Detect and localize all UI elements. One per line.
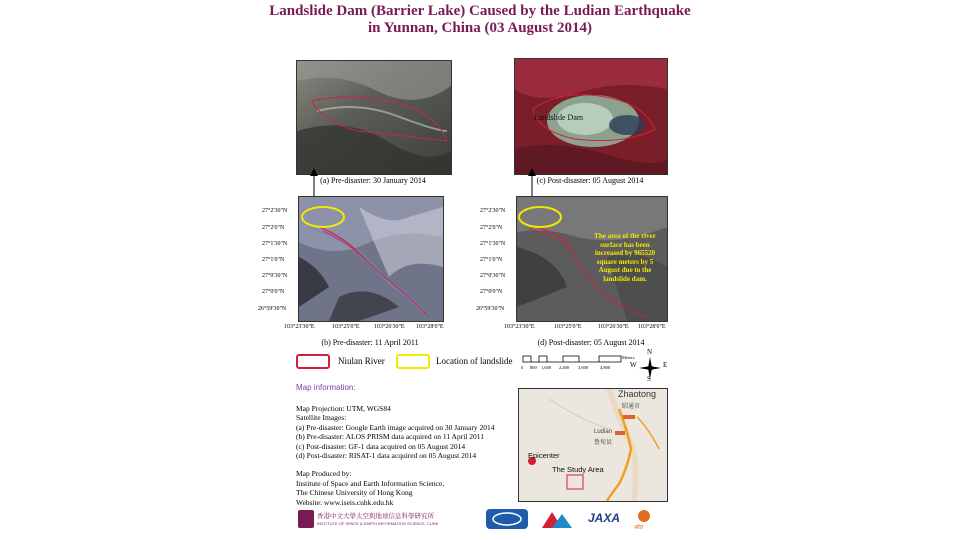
scale-tick: 800	[530, 365, 537, 370]
lat-tick-b: 27°0'30"N	[262, 273, 288, 279]
lon-tick-d: 103°23'30"E	[504, 324, 535, 330]
landslide-ellipse-b	[300, 204, 348, 230]
scale-tick: 4,800	[600, 365, 611, 370]
panel-c-caption: (c) Post-disaster: 05 August 2014	[536, 176, 644, 185]
locator-zhaotong-cn: 昭通市	[622, 404, 641, 410]
map-info-block	[296, 404, 516, 507]
legend-river-swatch	[296, 354, 330, 369]
page-title-line1: Landslide Dam (Barrier Lake) Caused by the Ludian Earthquake	[269, 3, 691, 19]
lat-tick-d: 27°1'0"N	[480, 257, 503, 263]
lon-tick-b: 103°25'0"E	[332, 324, 360, 330]
cuhk-logo	[298, 510, 314, 528]
satellite-image-c: (c) Post-disaster: GF-1 data acquired on 05 August 2014	[296, 441, 466, 451]
locator-study-area: The Study Area	[552, 465, 604, 474]
locator-ludian-cn: 鲁甸县	[594, 440, 613, 446]
satellite-heading: Satellite Images:	[296, 413, 347, 423]
scale-tick: 0	[521, 365, 524, 370]
lon-tick-b: 103°23'30"E	[284, 324, 315, 330]
produced-by: Map Produced by:	[296, 469, 352, 479]
cuhk-logo-text-en: INSTITUTE OF SPACE & EARTH INFORMATION SCIENCE, CUHK	[317, 521, 439, 526]
satellite-image-d: (d) Post-disaster: RISAT-1 data acquired on 05 August 2014	[296, 451, 477, 461]
map-projection: Map Projection: UTM, WGS84	[296, 404, 391, 413]
partner-logo-1	[486, 509, 528, 529]
locator-map	[518, 388, 668, 502]
lat-tick-b: 26°59'30"N	[258, 306, 287, 312]
lat-tick-d: 27°0'30"N	[480, 273, 506, 279]
scale-bar	[522, 354, 624, 364]
scale-tick: 2,400	[559, 365, 570, 370]
compass-s: S	[647, 375, 651, 383]
website: Website: www.iseis.cuhk.edu.hk	[296, 497, 394, 507]
lat-tick-b: 27°1'0"N	[262, 257, 285, 263]
panel-b-caption: (b) Pre-disaster: 11 April 2011	[321, 338, 419, 347]
scale-tick: 1,600	[541, 365, 552, 370]
panel-a-caption: (a) Pre-disaster: 30 January 2014	[320, 176, 426, 185]
lat-tick-d: 27°1'30"N	[480, 241, 506, 247]
scale-tick: 3,600	[578, 365, 589, 370]
partner-logo-4-text: श्रोत	[634, 525, 644, 531]
compass-w: W	[630, 361, 637, 369]
satellite-image-b: (b) Pre-disaster: ALOS PRISM data acquired on 11 April 2011	[296, 432, 484, 442]
river-area-annotation: The area of the river surface has been increased by 965520 square meters by 5 August due to the landslide dam.	[594, 232, 656, 283]
compass-e: E	[663, 361, 668, 369]
page-title-line2: in Yunnan, China (03 August 2014)	[368, 20, 592, 36]
lon-tick-d: 103°28'0"E	[638, 324, 666, 330]
landslide-dam-label: Landslide Dam	[534, 113, 584, 122]
lon-tick-d: 103°26'30"E	[598, 324, 629, 330]
lat-tick-b: 27°2'0"N	[262, 225, 285, 231]
partner-logo-4	[636, 508, 652, 524]
locator-epicenter: Epicenter	[528, 451, 560, 460]
legend-landslide-swatch	[396, 354, 430, 369]
lat-tick-d: 27°2'0"N	[480, 225, 503, 231]
satellite-image-a: (a) Pre-disaster: Google Earth image acquired on 30 January 2014	[296, 422, 495, 432]
compass-n: N	[647, 348, 653, 356]
panel-a-image	[296, 60, 452, 175]
locator-zhaotong: Zhaotong	[618, 389, 657, 399]
lat-tick-d: 27°0'0"N	[480, 289, 503, 295]
jaxa-logo: JAXA	[588, 511, 621, 525]
lat-tick-d: 26°59'30"N	[476, 306, 505, 312]
institute-name: Institute of Space and Earth Information Science,	[296, 478, 445, 488]
lat-tick-b: 27°1'30"N	[262, 241, 288, 247]
locator-ludian: Ludian	[594, 429, 613, 435]
cuhk-logo-text: 香港中文大學太空與地球信息科學研究所	[317, 513, 434, 520]
partner-logo-2	[538, 508, 576, 530]
landslide-ellipse-d	[516, 204, 564, 230]
lon-tick-d: 103°25'0"E	[554, 324, 582, 330]
lon-tick-b: 103°28'0"E	[416, 324, 444, 330]
legend-landslide-label: Location of landslide	[436, 356, 513, 366]
panel-d-caption: (d) Post-disaster: 05 August 2014	[537, 338, 645, 347]
scale-unit: Meters	[622, 355, 635, 360]
lon-tick-b: 103°26'30"E	[374, 324, 405, 330]
lat-tick-d: 27°2'30"N	[480, 208, 506, 214]
university-name: The Chinese University of Hong Kong	[296, 488, 413, 498]
map-info-heading: Map information:	[296, 383, 356, 392]
lat-tick-b: 27°0'0"N	[262, 289, 285, 295]
legend-river-label: Niulan River	[338, 356, 385, 366]
lat-tick-b: 27°2'30"N	[262, 208, 288, 214]
